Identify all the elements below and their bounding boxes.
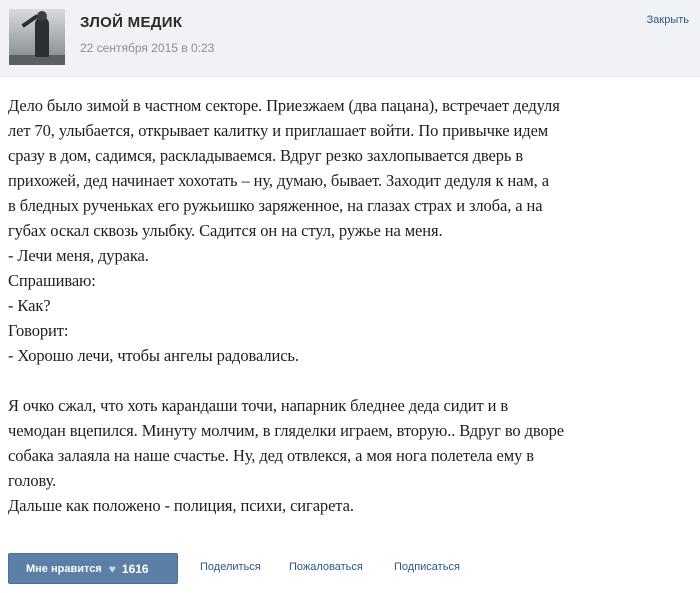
post-line: голову. bbox=[8, 471, 57, 490]
author-name[interactable]: ЗЛОЙ МЕДИК bbox=[80, 14, 183, 31]
like-label: Мне нравится bbox=[26, 562, 102, 575]
post-line: губах оскал сквозь улыбку. Садится он на стул, ружье на меня. bbox=[8, 221, 443, 240]
like-button[interactable] bbox=[8, 553, 178, 584]
paragraph-gap bbox=[8, 368, 698, 393]
post-header bbox=[0, 0, 700, 77]
post-line: в бледных рученьках его ружьишко заряженное, на глазах страх и злоба, а на bbox=[8, 196, 543, 215]
report-link[interactable]: Пожаловаться bbox=[289, 561, 363, 573]
heart-icon: ♥ bbox=[108, 561, 116, 576]
post-line: лет 70, улыбается, открывает калитку и приглашает войти. По привычке идем bbox=[8, 121, 549, 140]
post-line: Я очко сжал, что хоть карандаши точи, напарник бледнее деда сидит и в bbox=[8, 396, 509, 415]
like-count: 1616 bbox=[121, 561, 149, 576]
post-line: чемодан вцепился. Минуту молчим, в гляделки играем, вторую.. Вдруг во дворе bbox=[8, 421, 564, 440]
share-link[interactable]: Поделиться bbox=[200, 561, 261, 573]
post-date[interactable]: 22 сентября 2015 в 0:23 bbox=[80, 41, 215, 55]
post-line: прихожей, дед начинает хохотать – ну, думаю, бывает. Заходит дедуля к нам, а bbox=[8, 171, 549, 190]
avatar-head bbox=[37, 11, 47, 21]
post-line: Дело было зимой в частном секторе. Приезжаем (два пацана), встречает дедуля bbox=[8, 96, 560, 115]
post-text bbox=[8, 93, 698, 518]
post-line: собака залаяла на наше счастье. Ну, дед отвлекся, а моя нога полетела ему в bbox=[8, 446, 534, 465]
post-line: - Как? bbox=[8, 296, 51, 315]
post-line: - Лечи меня, дурака. bbox=[8, 246, 149, 265]
post-line: - Хорошо лечи, чтобы ангелы радовались. bbox=[8, 346, 299, 365]
post-line: Дальше как положено - полиция, психи, сигарета. bbox=[8, 496, 354, 515]
avatar-figure bbox=[35, 17, 49, 57]
post-line: сразу в дом, садимся, раскладываемся. Вдруг резко захлопывается дверь в bbox=[8, 146, 524, 165]
post-footer bbox=[8, 553, 692, 583]
subscribe-link[interactable]: Подписаться bbox=[394, 561, 460, 573]
post-line: Спрашиваю: bbox=[8, 271, 96, 290]
post-line: Говорит: bbox=[8, 321, 69, 340]
avatar[interactable] bbox=[9, 9, 65, 65]
close-button[interactable]: Закрыть bbox=[646, 14, 689, 26]
